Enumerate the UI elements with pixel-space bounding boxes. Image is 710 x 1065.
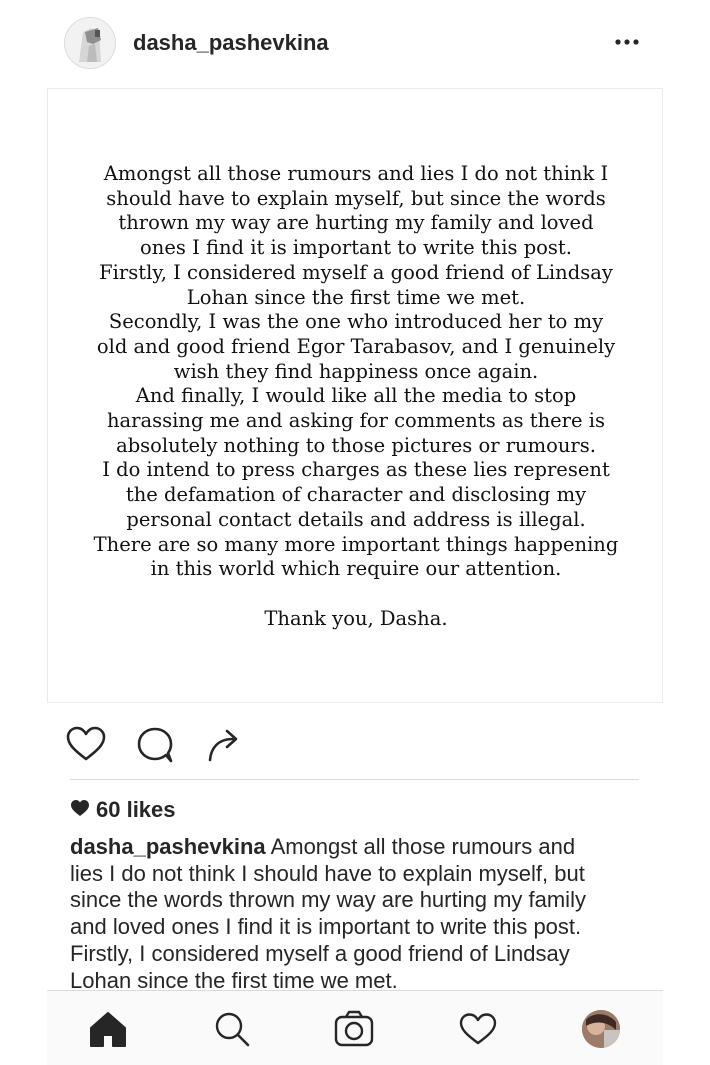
caption-text: Amongst all those rumours and [265,834,576,859]
statement-line: thrown my way are hurting my family and loved [118,211,594,235]
likes-count: 60 likes [96,797,176,822]
statement-line: wish they find happiness once again. [173,359,539,383]
profile-avatar-icon[interactable] [582,1010,620,1048]
share-icon[interactable] [203,722,247,766]
caption-line: Firstly, I considered myself a good friend of Lindsay [70,941,570,966]
action-divider [70,779,639,780]
caption-line: since the words thrown my way are hurting my family [70,887,586,912]
statement-line: personal contact details and address is illegal. [126,507,586,531]
post-username[interactable]: dasha_pashevkina [133,30,329,55]
statement-line: ones I find it is important to write this post. [140,236,572,260]
camera-icon[interactable] [334,1009,374,1049]
heart-filled-icon [70,799,90,822]
statement-line: There are so many more important things happening [93,532,619,556]
post-header [0,0,710,88]
post-actions [60,722,260,766]
post-image[interactable] [47,88,663,703]
caption-username[interactable]: dasha_pashevkina [70,834,266,859]
statement-signoff: Thank you, Dasha. [264,606,448,630]
comment-icon[interactable] [133,722,177,766]
search-icon[interactable] [212,1009,252,1049]
statement-line: Secondly, I was the one who introduced her to my [108,310,604,334]
statement-line: absolutely nothing to those pictures or rumours. [116,433,596,457]
statement-line: harassing me and asking for comments as there is [107,409,605,433]
statement-line: Lohan since the first time we met. [186,285,526,309]
statement-line: in this world which require our attention. [150,557,562,581]
home-icon[interactable] [88,1009,128,1049]
bottom-tab-bar [47,990,663,1065]
statement-line: I do intend to press charges as these lies represent [102,458,610,482]
statement-line: the defamation of character and disclosing my [125,483,587,507]
caption-line: lies I do not think I should have to explain myself, but [70,860,585,886]
statement-line: old and good friend Egor Tarabasov, and I genuinely [96,334,616,358]
statement-text [48,162,664,632]
likes-row[interactable] [70,796,176,824]
statement-line: Firstly, I considered myself a good friend of Lindsay [99,260,613,284]
activity-heart-icon[interactable] [458,1009,498,1049]
post-caption [70,834,650,990]
caption-first-line [70,834,650,861]
user-avatar[interactable] [64,17,116,69]
statement-line: And finally, I would like all the media to stop [135,384,577,408]
statement-line: Amongst all those rumours and lies I do not think I [103,162,609,185]
statement-line: should have to explain myself, but since the words [106,186,606,210]
caption-line: and loved ones I find it is important to write this post. [70,913,582,939]
caption-line: Lohan since the first time we met. [70,967,398,990]
heart-icon[interactable] [64,722,108,766]
more-options-icon[interactable] [612,30,642,54]
